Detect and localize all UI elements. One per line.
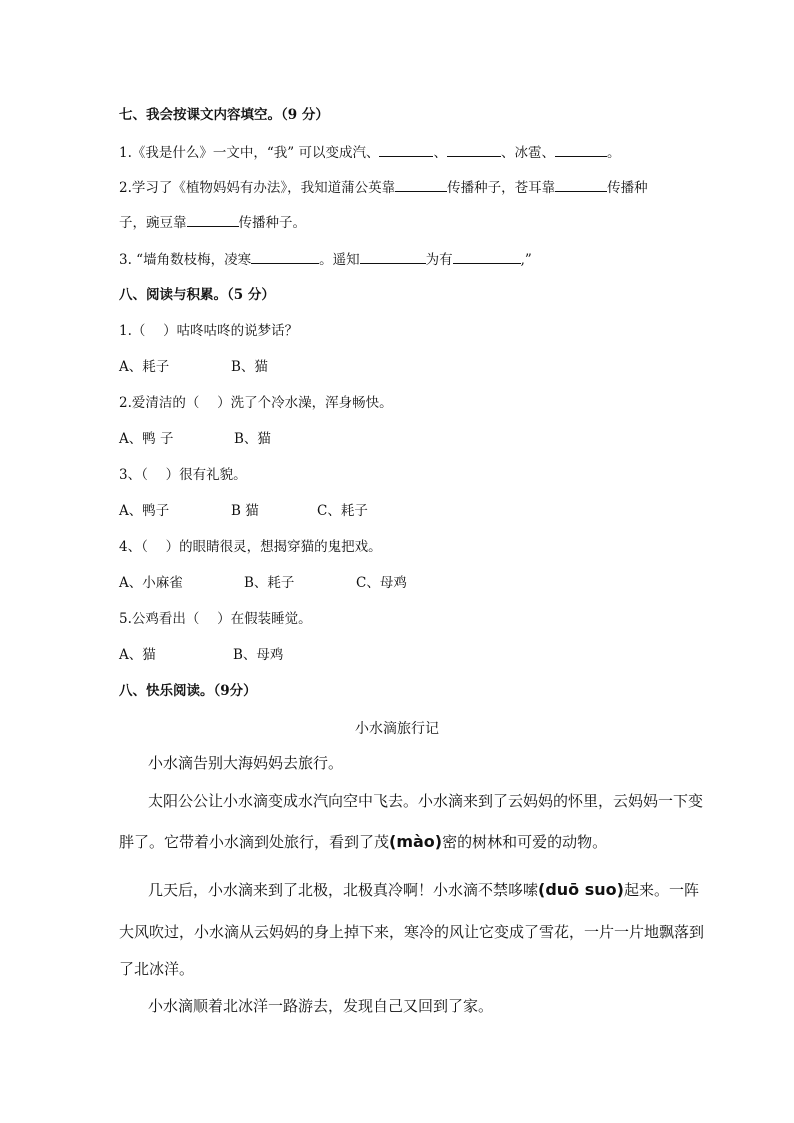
q7-1-text-c: 、冰雹、	[500, 145, 555, 161]
q7-2-text-c: 传播种	[607, 180, 648, 196]
option: C、母鸡	[356, 575, 407, 591]
option: B、母鸡	[233, 647, 284, 663]
option: A、小麻雀	[119, 575, 183, 591]
option: A、鸭 子	[119, 431, 174, 447]
question-7-3	[119, 250, 532, 269]
story-paragraph-4: 小水滴顺着北冰洋一路游去，发现自己又回到了家。	[148, 997, 494, 1015]
q7-3-text-a: 3. “墙角数枝梅，凌寒	[119, 252, 252, 268]
q7-3-text-b: 。遥知	[319, 252, 360, 268]
blank	[360, 250, 426, 264]
option: B 猫	[231, 503, 259, 519]
q7-2-text-b: 传播种子，苍耳靠	[447, 180, 556, 196]
q7-2-text-d: 子，豌豆靠	[119, 215, 187, 231]
q7-1-text-a: 1.《我是什么》一文中，“我” 可以变成汽、	[119, 145, 380, 161]
question-8-1: 1.（ ）咕咚咕咚的说梦话？	[119, 323, 299, 339]
pinyin-annotation: (duō suo)	[538, 880, 624, 899]
question-7-1	[119, 143, 620, 162]
blank	[395, 178, 447, 192]
blank	[379, 143, 433, 157]
blank	[453, 250, 521, 264]
story-paragraph-3-line1	[148, 879, 708, 900]
story-text: 起来。一阵	[623, 881, 699, 899]
option: A、猫	[119, 647, 156, 663]
story-text: 几天后，小水滴来到了北极，北极真冷啊！小水滴不禁哆嗦	[148, 881, 539, 899]
blank	[251, 250, 319, 264]
pinyin-annotation: (mào)	[389, 832, 443, 851]
question-8-2-options	[119, 430, 271, 448]
section-9-heading: 八、快乐阅读。（9分）	[119, 683, 257, 699]
option: B、猫	[234, 431, 271, 447]
question-8-5: 5.公鸡看出（ ）在假装睡觉。	[119, 611, 312, 627]
question-8-4-options	[119, 574, 407, 592]
question-8-4: 4、（ ）的眼睛很灵，想揭穿猫的鬼把戏。	[119, 539, 382, 555]
question-8-2: 2.爱清洁的（ ）洗了个冷水澡，浑身畅快。	[119, 395, 393, 411]
blank	[187, 213, 239, 227]
story-title: 小水滴旅行记	[355, 721, 439, 737]
section-8-heading: 八、阅读与积累。（5 分）	[119, 287, 275, 303]
q7-1-text-b: 、	[433, 145, 447, 161]
question-8-3: 3、（ ）很有礼貌。	[119, 467, 247, 483]
story-paragraph-2-line1: 太阳公公让小水滴变成水汽向空中飞去。小水滴来到了云妈妈的怀里，云妈妈一下变	[148, 792, 704, 810]
option: C、耗子	[317, 503, 368, 519]
story-paragraph-3-line2: 大风吹过，小水滴从云妈妈的身上掉下来，寒冷的风让它变成了雪花，一片一片地飘落到	[119, 923, 705, 941]
story-paragraph-3-line3: 了北冰洋。	[119, 960, 195, 978]
section-7-heading: 七、我会按课文内容填空。（9 分）	[119, 107, 329, 123]
question-8-5-options	[119, 646, 283, 664]
option: B、耗子	[244, 575, 295, 591]
story-text: 胖了。它带着小水滴到处旅行，看到了茂	[119, 833, 390, 851]
blank	[447, 143, 501, 157]
q7-3-text-c: 为有	[425, 252, 453, 268]
option: A、耗子	[119, 359, 170, 375]
option: A、鸭子	[119, 503, 170, 519]
blank	[555, 178, 607, 192]
q7-3-text-d: ,”	[520, 252, 532, 268]
story-paragraph-2-line2	[119, 831, 679, 852]
story-text: 密的树林和可爱的动物。	[442, 833, 608, 851]
question-7-2-line2	[119, 213, 306, 232]
option: B、猫	[231, 359, 268, 375]
question-8-3-options	[119, 502, 368, 520]
question-8-1-options	[119, 358, 268, 376]
q7-1-text-d: 。	[606, 145, 621, 161]
question-7-2-line1	[119, 178, 648, 197]
q7-2-text-e: 传播种子。	[238, 215, 306, 231]
story-paragraph-1: 小水滴告别大海妈妈去旅行。	[148, 754, 344, 772]
blank	[555, 143, 607, 157]
q7-2-text-a: 2.学习了《植物妈妈有办法》，我知道蒲公英靠	[119, 180, 396, 196]
